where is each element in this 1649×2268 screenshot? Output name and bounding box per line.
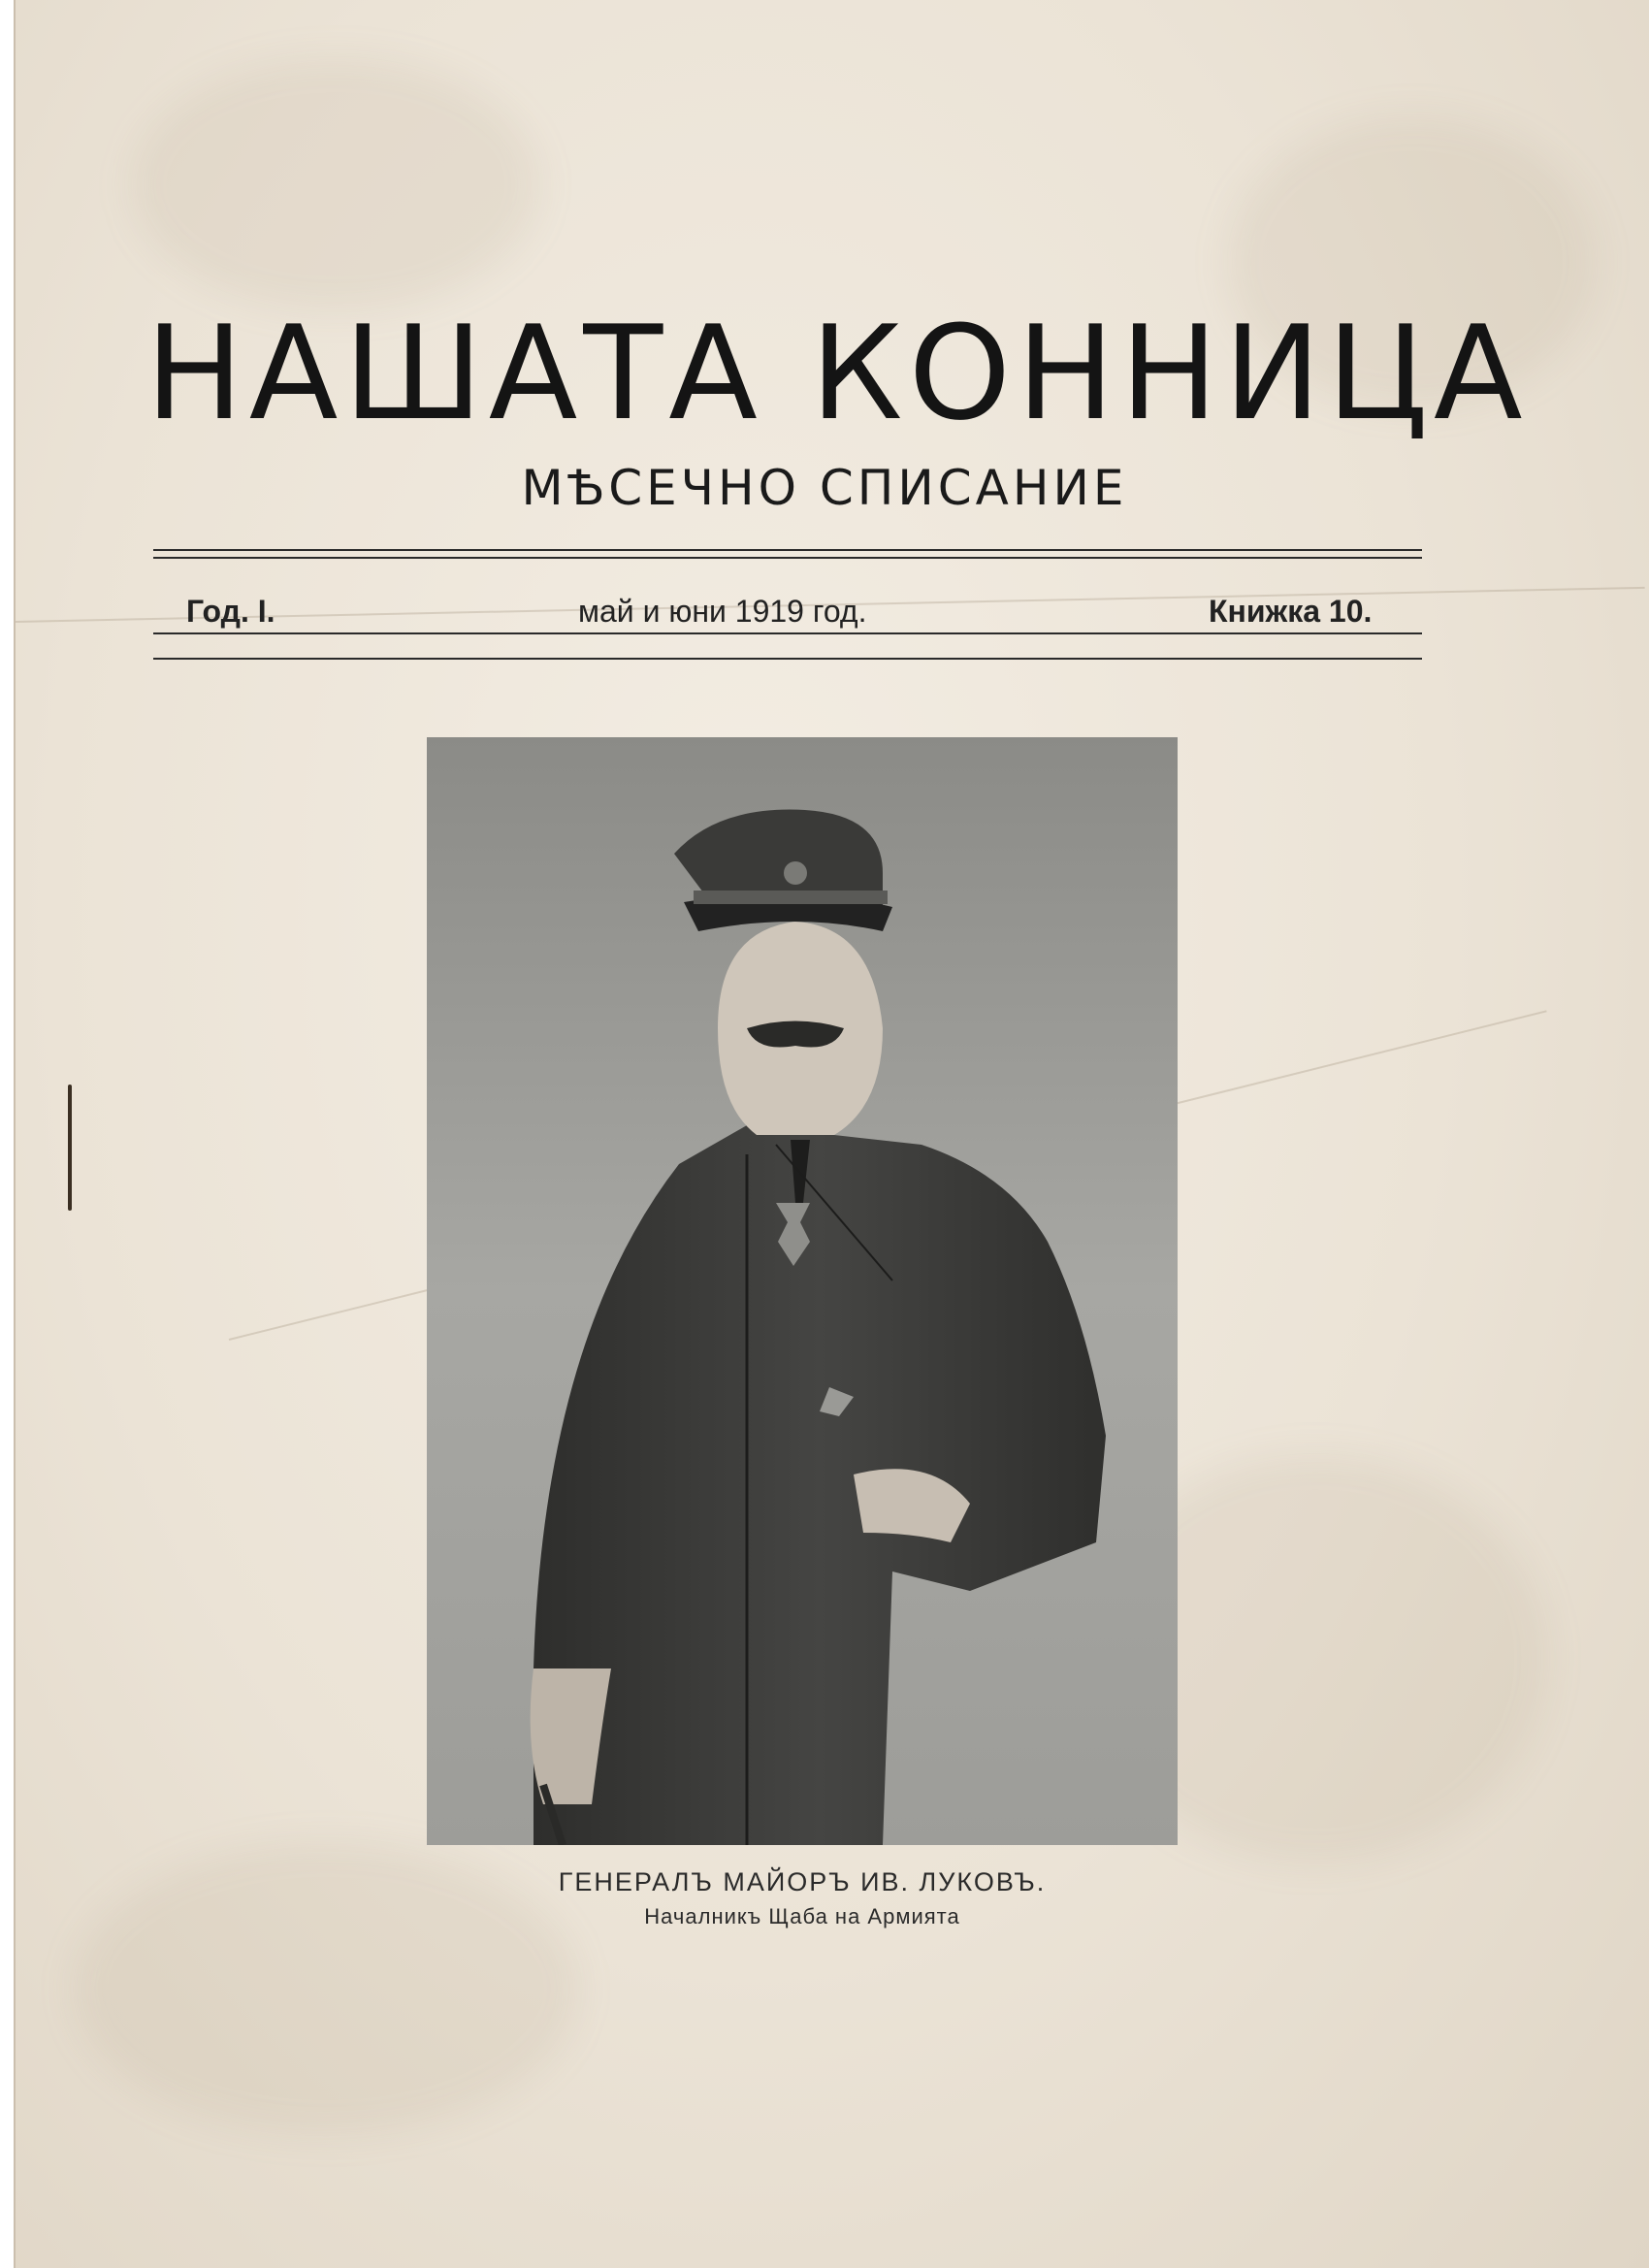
volume-year: Год. I. (186, 594, 275, 629)
staple (68, 1085, 72, 1211)
bottom-rule (153, 632, 1422, 634)
issue-number: Книжка 10. (1209, 594, 1373, 629)
top-rule (153, 549, 1422, 551)
magazine-subtitle: МѢСЕЧНО СПИСАНИЕ (521, 460, 1128, 516)
magazine-title: НАШАТА КОННИЦА (146, 298, 1529, 449)
issue-date: май и юни 1919 год. (578, 594, 867, 629)
general-portrait-illustration (427, 737, 1178, 1845)
paper-stain (132, 58, 539, 310)
portrait-caption: ГЕНЕРАЛЪ МАЙОРЪ ИВ. ЛУКОВЪ. (558, 1867, 1047, 1896)
portrait-photo (427, 737, 1178, 1845)
top-rule-inner (153, 557, 1422, 559)
portrait-subcaption: Началникъ Щаба на Армията (644, 1904, 960, 1928)
bottom-rule-lower (153, 658, 1422, 660)
